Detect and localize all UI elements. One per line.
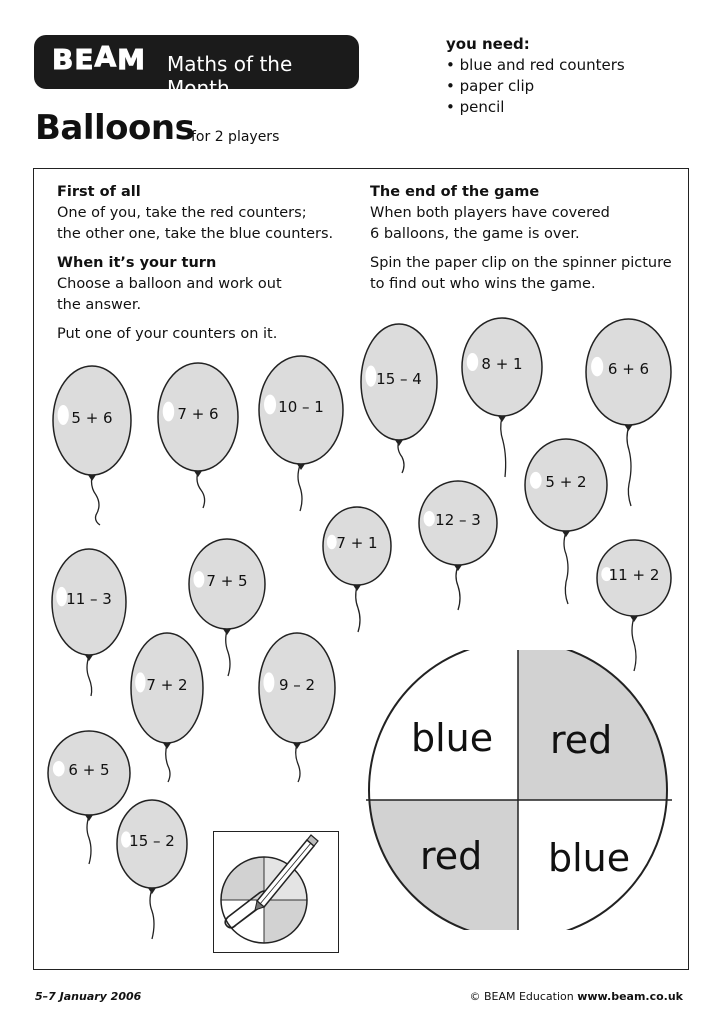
balloon[interactable] <box>418 480 498 566</box>
turn-line: the answer. <box>57 297 142 313</box>
instructions-right <box>370 182 680 295</box>
end-line: 6 balloons, the game is over. <box>370 226 580 242</box>
spinner-label-red-top: red <box>550 718 613 762</box>
first-line: One of you, take the red counters; <box>57 205 307 221</box>
you-need-item: • pencil <box>446 97 625 118</box>
balloon[interactable] <box>130 632 204 744</box>
spin-line: to find out who wins the game. <box>370 276 596 292</box>
balloon[interactable] <box>188 538 266 630</box>
balloon-sum: 7 + 5 <box>206 572 248 590</box>
balloon-sum: 7 + 1 <box>336 534 378 552</box>
page-subtitle: for 2 players <box>191 129 280 145</box>
balloon-sum: 11 – 3 <box>66 590 112 608</box>
balloon[interactable] <box>258 632 336 744</box>
end-line: When both players have covered <box>370 205 610 221</box>
balloon-sum: 15 – 4 <box>376 370 422 388</box>
spinner <box>366 650 672 930</box>
balloon[interactable] <box>322 506 392 586</box>
footer-date: 5–7 January 2006 <box>35 990 142 1003</box>
balloon[interactable] <box>596 539 672 617</box>
balloon[interactable] <box>258 355 344 465</box>
you-need-item: • paper clip <box>446 76 625 97</box>
page-title: Balloons <box>35 108 195 148</box>
balloon[interactable] <box>461 317 543 417</box>
instructions-left <box>57 182 357 345</box>
spinner-label-blue-top: blue <box>411 716 494 760</box>
balloon-sum: 5 + 2 <box>545 473 587 491</box>
series-title: Maths of the Month <box>167 52 293 100</box>
balloon-sum: 11 + 2 <box>608 566 660 584</box>
end-heading: The end of the game <box>370 184 540 200</box>
balloon-sum: 8 + 1 <box>481 355 523 373</box>
first-line: the other one, take the blue counters. <box>57 226 334 242</box>
paperclip-pencil-illustration <box>214 832 338 952</box>
spin-line: Spin the paper clip on the spinner picture <box>370 255 672 271</box>
footer-copyright: © BEAM Education <box>469 990 574 1003</box>
balloon-sum: 10 – 1 <box>278 398 324 416</box>
turn-line: Choose a balloon and work out <box>57 276 282 292</box>
spinner-label-blue-bottom: blue <box>548 836 631 880</box>
you-need-item: • blue and red counters <box>446 55 625 76</box>
you-need-list <box>446 34 625 118</box>
balloon-sum: 15 – 2 <box>129 832 175 850</box>
balloon[interactable] <box>585 318 672 426</box>
header-banner <box>34 35 359 100</box>
balloon[interactable] <box>51 548 127 656</box>
spinner-picture <box>213 831 339 953</box>
spinner-label-red-bottom: red <box>420 834 483 878</box>
you-need-heading: you need: <box>446 35 530 53</box>
footer-url[interactable]: www.beam.co.uk <box>577 990 683 1003</box>
first-heading: First of all <box>57 184 141 200</box>
balloon[interactable] <box>524 438 608 532</box>
balloon[interactable] <box>157 362 239 472</box>
footer-credit <box>469 990 683 1003</box>
turn-heading: When it’s your turn <box>57 255 217 271</box>
beam-logo: BEAM <box>52 40 147 76</box>
balloon[interactable] <box>360 323 438 441</box>
balloon[interactable] <box>52 365 132 476</box>
balloon-sum: 6 + 6 <box>607 360 650 378</box>
turn-extra: Put one of your counters on it. <box>57 326 278 342</box>
balloon-sum: 6 + 5 <box>68 761 110 779</box>
balloon-sum: 7 + 6 <box>177 405 219 423</box>
balloon[interactable] <box>116 799 188 889</box>
balloon-sum: 7 + 2 <box>146 676 188 694</box>
balloon-sum: 12 – 3 <box>435 511 481 529</box>
balloon-sum: 5 + 6 <box>71 408 113 427</box>
balloon-sum: 9 – 2 <box>278 676 316 694</box>
